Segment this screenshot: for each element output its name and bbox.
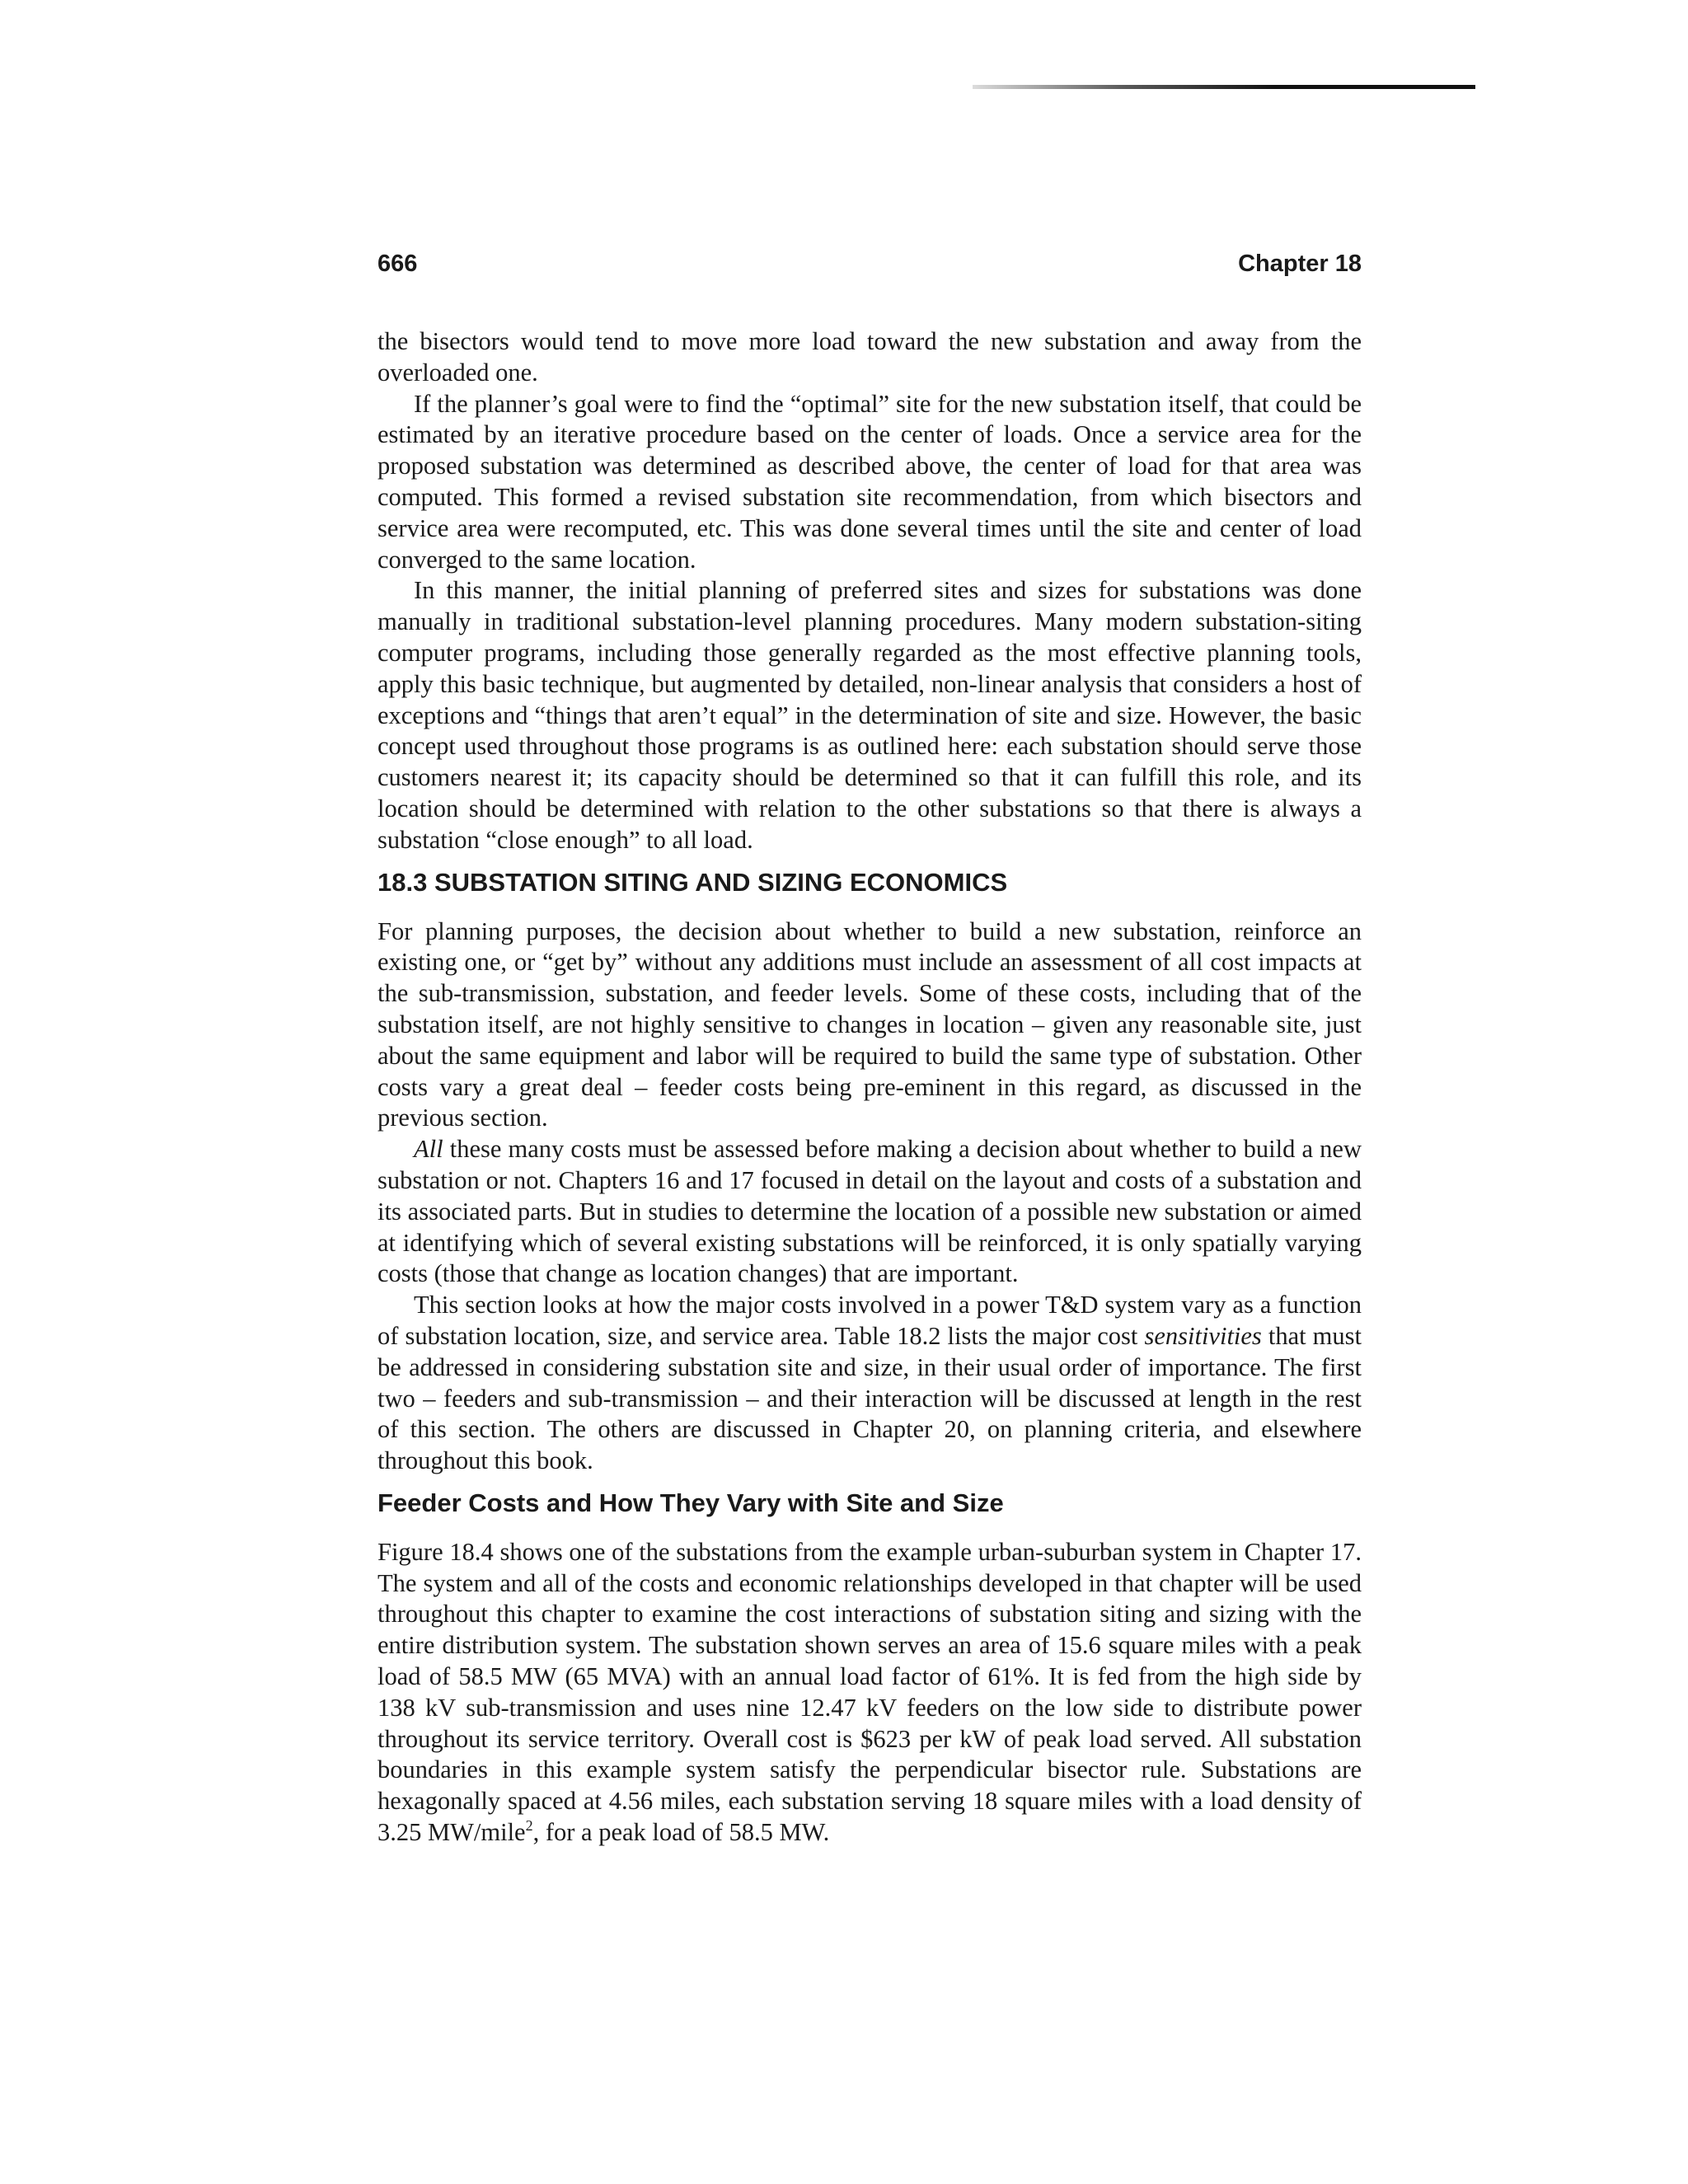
- superscript: 2: [525, 1817, 533, 1835]
- top-rule: [973, 85, 1475, 89]
- running-head: [377, 247, 1362, 280]
- page-number: 666: [377, 251, 418, 277]
- page-body: [377, 326, 1362, 1849]
- paragraph: [377, 1134, 1362, 1290]
- subsection-heading: Feeder Costs and How They Vary with Site and Size: [377, 1488, 1004, 1517]
- paragraph-text: these many costs must be assessed before making a decision about whether to build a new substation or not. Chapters 16 and 17 focused in detail on the layout and costs of a substation and its associated parts. But in studies to determine the location of a possible new substation or aimed at identifying which of several existing substations will be reinforced, it is only spatially varying costs (those that change as location changes) that are important.: [377, 1135, 1362, 1288]
- paragraph-text: that must be addressed in considering substation site and size, in their usual order of importance. The first two – feeders and sub-transmission – and their interaction will be discussed at length in the rest of this section. The others are discussed in Chapter 20, on planning criteria, and elsewhere throughout this book.: [377, 1321, 1362, 1475]
- paragraph: [377, 1290, 1362, 1477]
- paragraph: In this manner, the initial planning of preferred sites and sizes for substations was done manually in traditional substation-level planning procedures. Many modern substation-siting computer programs, including those generally regarded as the most effective planning tools, apply this basic technique, but augmented by detailed, non-linear analysis that considers a host of exceptions and “things that aren’t equal” in the determination of site and size. However, the basic concept used throughout those programs is as outlined here: each substation should serve those customers nearest it; its capacity should be determined so that it can fulfill this role, and its location should be determined with relation to the other substations so that there is always a substation “close enough” to all load.: [377, 576, 1362, 854]
- section-heading: 18.3 SUBSTATION SITING AND SIZING ECONOMICS: [377, 867, 1008, 897]
- paragraph: the bisectors would tend to move more load toward the new substation and away from the overloaded one.: [377, 327, 1362, 387]
- paragraph-text: This section looks at how the major costs involved in a power T&D system vary as a function of substation location, size, and service area. Table 18.2 lists the major cost: [377, 1291, 1362, 1350]
- paragraph: [377, 1537, 1362, 1849]
- paragraph: If the planner’s goal were to find the “optimal” site for the new substation itself, that could be estimated by an iterative procedure based on the center of loads. Once a service area for the proposed substation was determined as described above, the center of load for that area was computed. This formed a revised substation site recommendation, from which bisectors and service area were recomputed, etc. This was done several times until the site and center of load converged to the same location.: [377, 389, 1362, 574]
- chapter-label: Chapter 18: [1238, 251, 1362, 277]
- paragraph: For planning purposes, the decision about whether to build a new substation, reinforce an existing one, or “get by” without any additions must include an assessment of all cost impacts at the sub-transmission, substation, and feeder levels. Some of these costs, including that of the substation itself, are not highly sensitive to changes in location – given any reasonable site, just about the same equipment and labor will be required to build the same type of substation. Other costs vary a great deal – feeder costs being pre-eminent in this regard, as discussed in the previous section.: [377, 916, 1362, 1132]
- paragraph-text: , for a peak load of 58.5 MW.: [532, 1818, 830, 1847]
- italic-text: sensitivities: [1144, 1321, 1262, 1350]
- paragraph-text: Figure 18.4 shows one of the substations from the example urban-suburban system in Chapter 17. The system and all of the costs and economic relationships developed in that chapter will be used throughout this chapter to examine the cost interactions of substation siting and sizing with the entire distribution system. The substation shown serves an area of 15.6 square miles with a peak load of 58.5 MW (65 MVA) with an annual load factor of 61%. It is fed from the high side by 138 kV sub-transmission and uses nine 12.47 kV feeders on the low side to distribute power throughout its service territory. Overall cost is $623 per kW of peak load served. All substation boundaries in this example system satisfy the perpendicular bisector rule. Substations are hexagonally spaced at 4.56 miles, each substation serving 18 square miles with a load density of 3.25 MW/mile: [377, 1537, 1362, 1847]
- italic-text: All: [414, 1135, 443, 1164]
